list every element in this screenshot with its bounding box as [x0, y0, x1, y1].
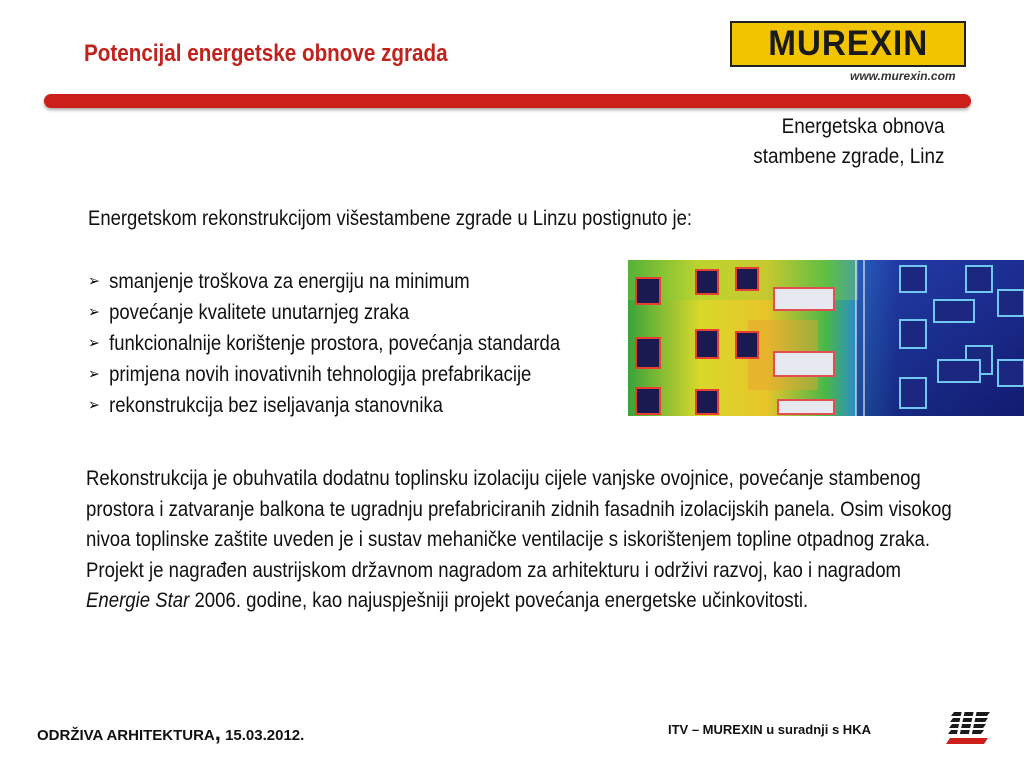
thermal-building-image: [628, 260, 1024, 416]
list-item-text: povećanje kvalitete unutarnjeg zraka: [109, 301, 410, 324]
list-item-text: funkcionalnije korištenje prostora, povećanja standarda: [109, 332, 561, 355]
arrow-bullet-icon: ➢: [88, 273, 100, 290]
description-part-2: 2006. godine, kao najuspješniji projekt povećanja energetske učinkovitosti.: [189, 589, 809, 612]
description-text: [86, 464, 953, 617]
murexin-logo[interactable]: [730, 21, 966, 67]
logo-text: MUREXIN: [768, 24, 928, 63]
list-item: [88, 359, 560, 390]
footer-date: 15.03.2012.: [220, 727, 305, 744]
arrow-bullet-icon: ➢: [88, 335, 100, 352]
footer-comma: ,: [214, 720, 221, 745]
footer-event-label: ODRŽIVA ARHITEKTURA: [37, 727, 215, 744]
description-part-1: Rekonstrukcija je obuhvatila dodatnu toplinsku izolaciju cijele vanjske ovojnice, povećanje stambenog prostora i zatvaranje balkona te ugradnju prefabriciranih zidnih fasadnih izolacijskih panela. Osim visokog nivoa toplinske zaštite uveden je i sustav mehaničke ventilacije s iskorištenjem topline otpadnog zraka. Projekt je nagrađen austrijskom državnom nagradom za arhitekturu i održivi razvoj, kao i nagradom: [86, 467, 952, 582]
list-item-text: smanjenje troškova za energiju na minimum: [109, 270, 470, 293]
award-name: Energie Star: [86, 589, 190, 612]
intro-text: Energetskom rekonstrukcijom višestambene zgrade u Linzu postignuto je:: [88, 207, 692, 230]
arrow-bullet-icon: ➢: [88, 366, 100, 383]
footer-event: [37, 720, 304, 746]
list-item: [88, 266, 560, 297]
description-paragraph: [86, 464, 953, 617]
page-title: Potencijal energetske obnove zgrada: [84, 40, 448, 67]
logo-url[interactable]: www.murexin.com: [850, 69, 956, 83]
list-item: [88, 328, 560, 359]
list-item: [88, 297, 560, 328]
caption-line-1: Energetska obnova: [781, 115, 944, 138]
header-divider-bar: [44, 94, 971, 108]
footer-organizers: ITV – MUREXIN u suradnji s HKA: [668, 722, 871, 737]
image-caption: [753, 112, 944, 172]
list-item-text: primjena novih inovativnih tehnologija prefabrikacije: [109, 363, 532, 386]
list-item-text: rekonstrukcija bez iseljavanja stanovnika: [109, 394, 443, 417]
arrow-bullet-icon: ➢: [88, 397, 100, 414]
list-item: [88, 390, 560, 421]
thermal-image-svg: [628, 260, 1024, 416]
arrow-bullet-icon: ➢: [88, 304, 100, 321]
caption-line-2: stambene zgrade, Linz: [752, 145, 944, 168]
benefits-list: [88, 266, 560, 421]
hka-logo-icon: [944, 710, 990, 746]
